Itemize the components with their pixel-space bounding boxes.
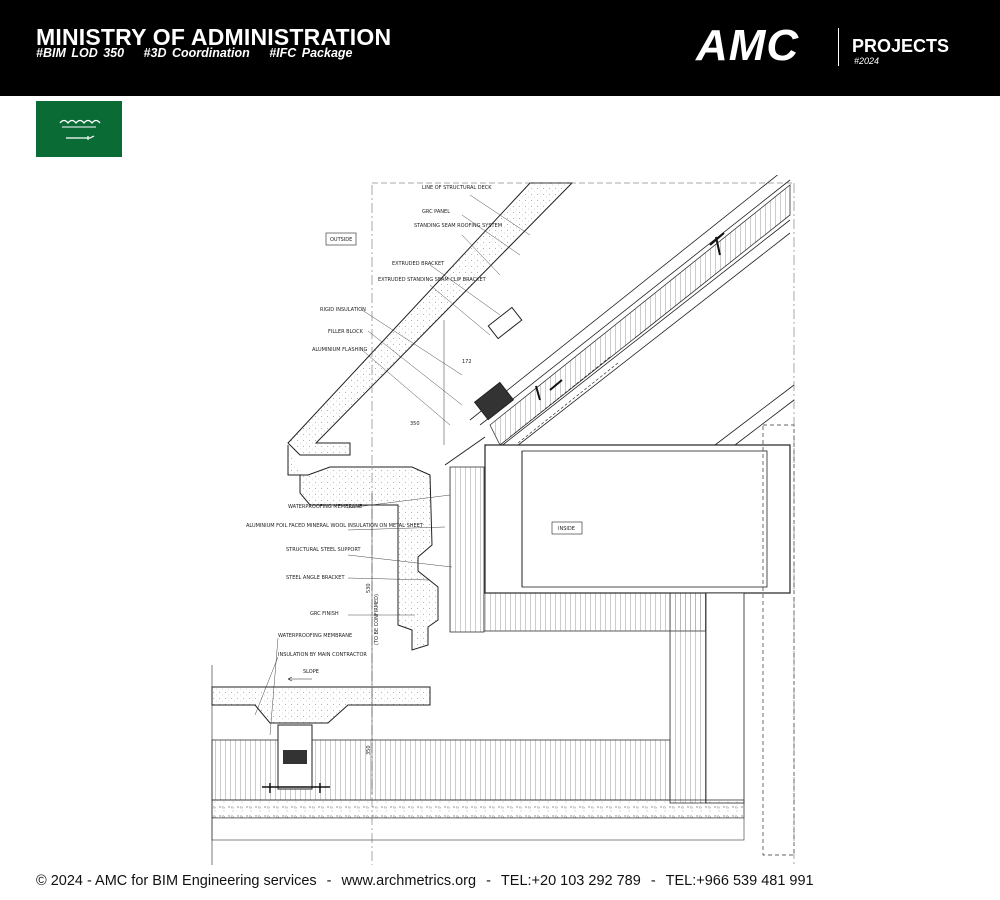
label-aluminium-flashing: ALUMINIUM FLASHING [312, 347, 368, 353]
header-bar [0, 0, 1000, 96]
saudi-flag-icon [36, 101, 122, 157]
tag-line [36, 46, 367, 60]
dim-note: (TO BE CONFIRMED) [374, 594, 380, 645]
page-title: MINISTRY OF ADMINISTRATION [36, 24, 392, 50]
footer-copyright: © 2024 - AMC for BIM Engineering services [36, 873, 317, 889]
label-mineral-wool: ALUMINIUM FOIL FACED MINERAL WOOL INSULATION ON METAL SHEET [246, 523, 423, 529]
footer-contact-line: © 2024 - AMC for BIM Engineering services - www.archmetrics.org - TEL:+20 103 292 789 - TEL:+966 539 481 991 [36, 873, 814, 889]
logo-divider [838, 28, 839, 66]
footer-tel-egypt: TEL:+20 103 292 789 [500, 873, 641, 889]
amc-logo: AMC [696, 21, 800, 70]
label-steel-support: STRUCTURAL STEEL SUPPORT [286, 547, 361, 553]
dim-172: 172 [462, 359, 472, 365]
dim-350-top: 350 [410, 421, 420, 427]
footer-tel-saudi: TEL:+966 539 481 991 [665, 873, 814, 889]
projects-label: PROJECTS [852, 36, 950, 56]
label-clip-bracket: EXTRUDED STANDING SEAM CLIP BRACKET [378, 277, 486, 283]
label-extruded-bracket: EXTRUDED BRACKET [392, 261, 445, 267]
label-grc-panel: GRC PANEL [422, 209, 450, 215]
dim-530: 530 [366, 583, 372, 593]
label-grc-finish: GRC FINISH [310, 611, 339, 617]
roof-eave-detail-drawing [200, 175, 810, 865]
label-structural-deck: LINE OF STRUCTURAL DECK [422, 185, 492, 191]
label-rigid-insulation: RIGID INSULATION [320, 307, 366, 313]
label-standing-seam: STANDING SEAM ROOFING SYSTEM [414, 223, 503, 229]
label-waterproofing: WATERPROOFING MEMBRANE [288, 504, 363, 510]
year-label: #2024 [854, 56, 880, 66]
outside-tag: OUTSIDE [330, 237, 353, 243]
tag-coordination: #3D Coordination [143, 46, 250, 60]
footer-website-link[interactable]: www.archmetrics.org [341, 873, 477, 889]
dim-350-low: 350 [366, 745, 372, 755]
label-angle-bracket: STEEL ANGLE BRACKET [286, 575, 345, 581]
label-waterproofing-low: WATERPROOFING MEMBRANE [278, 633, 353, 639]
tag-bim: #BIM LOD 350 [36, 46, 125, 60]
slope-tag: SLOPE [303, 669, 319, 675]
inside-tag: INSIDE [558, 526, 575, 532]
label-insulation-main: INSULATION BY MAIN CONTRACTOR [278, 652, 367, 658]
tag-ifc: #IFC Package [269, 46, 353, 60]
label-filler-block: FILLER BLOCK [328, 329, 363, 335]
